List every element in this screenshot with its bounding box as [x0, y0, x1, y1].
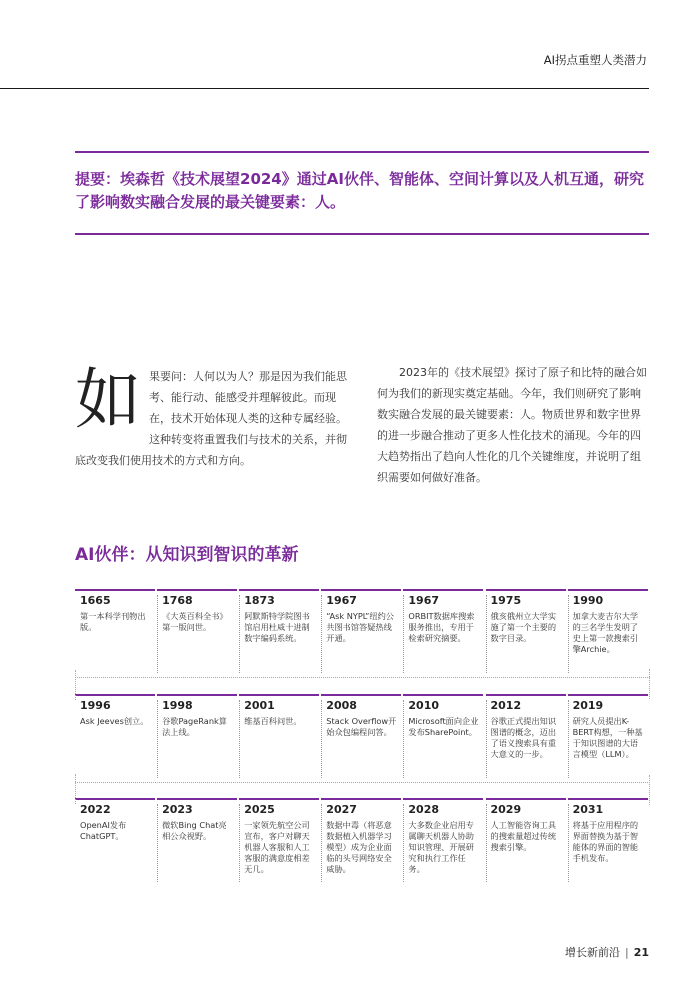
timeline-separator — [157, 700, 158, 778]
timeline-description: 谷歌正式提出知识图谱的概念，迈出了语义搜索具有重大意义的一步。 — [490, 716, 557, 759]
timeline-year: 1768 — [162, 594, 193, 607]
timeline-entry-rule — [486, 694, 566, 696]
timeline-description: 阿默斯特学院图书馆启用杜威十进制数字编码系统。 — [244, 611, 310, 643]
timeline-description: 大多数企业启用专属聊天机器人协助知识管理、开展研究和执行工作任务。 — [408, 820, 474, 874]
timeline-separator — [568, 700, 569, 778]
timeline-separator — [321, 804, 322, 882]
timeline-description: 数据中毒（将恶意数据植入机器学习模型）成为企业面临的头号网络安全威胁。 — [326, 820, 392, 874]
timeline-separator — [321, 700, 322, 778]
timeline-entry — [486, 589, 566, 677]
timeline-entry — [403, 798, 483, 886]
abstract-bottom-rule — [75, 233, 649, 235]
timeline-description: 人工智能咨询工具的搜索量超过传统搜索引擎。 — [490, 820, 557, 852]
timeline-entry-rule — [157, 798, 237, 800]
timeline-entry — [486, 694, 566, 782]
footer-section: 增长新前沿 — [564, 946, 620, 959]
timeline-entry — [157, 798, 237, 886]
timeline-separator — [486, 804, 487, 882]
timeline-connector-turn — [75, 774, 76, 804]
timeline-row — [75, 589, 650, 677]
timeline-entry-rule — [403, 798, 483, 800]
timeline-separator — [239, 595, 240, 673]
timeline-entry — [568, 798, 648, 886]
timeline-separator — [403, 700, 404, 778]
timeline-entry-rule — [321, 694, 401, 696]
timeline-entry-rule — [239, 589, 319, 591]
body-right-column: 2023年的《技术展望》探讨了原子和比特的融合如何为我们的新现实奠定基础。今年，我们则研究了影响数实融合发展的最关键要素：人。物质世界和数字世界的进一步融合推动了更多人性化技术的涌现。今年的四大趋势指出了趋向人性化的几个关键维度，并说明了组织需要如何做好准备。 — [377, 366, 647, 484]
timeline-connector-turn — [75, 670, 76, 700]
timeline-year: 2025 — [244, 803, 275, 816]
timeline-description: “Ask NYPL”纽约公共图书馆答疑热线开通。 — [326, 611, 394, 643]
timeline-entry — [568, 589, 648, 677]
timeline-entry — [568, 694, 648, 782]
timeline-separator — [239, 700, 240, 778]
timeline-entry — [321, 798, 401, 886]
timeline-description: Microsoft面向企业发布SharePoint。 — [408, 716, 479, 737]
timeline-entry-rule — [486, 798, 566, 800]
timeline-separator — [239, 804, 240, 882]
timeline-entry — [75, 589, 155, 677]
timeline-entry — [157, 589, 237, 677]
timeline-entry — [403, 589, 483, 677]
timeline-separator — [157, 595, 158, 673]
timeline-entry — [239, 798, 319, 886]
timeline-year: 2012 — [490, 699, 522, 712]
timeline-entry-rule — [321, 589, 401, 591]
timeline-description: 俄亥俄州立大学实施了第一个主要的数字目录。 — [490, 611, 557, 643]
timeline-entry-rule — [403, 589, 483, 591]
body-left-text: 果要问：人何以为人？那是因为我们能思考、能行动、能感受并理解彼此。而现在，技术开始体现人类的这种专属经验。这种转变将重置我们与技术的关系，并彻底改变我们使用技术的方式和方向。 — [75, 370, 347, 467]
timeline-entry-rule — [568, 694, 648, 696]
timeline-year: 2022 — [80, 803, 111, 816]
timeline-year: 1665 — [80, 594, 111, 607]
timeline-year: 1967 — [326, 594, 357, 607]
timeline-entry-rule — [75, 694, 155, 696]
timeline-description: 将基于应用程序的界面替换为基于智能体的界面的智能手机发布。 — [572, 820, 639, 863]
timeline-year: 2010 — [408, 699, 440, 712]
timeline-row — [75, 694, 650, 782]
abstract: 提要：埃森哲《技术展望2024》通过AI伙伴、智能体、空间计算以及人机互通，研究了影响数实融合发展的最关键要素：人。 — [75, 170, 644, 212]
timeline-separator — [486, 595, 487, 673]
header-title: AI拐点重塑人类潜力 — [543, 53, 647, 67]
timeline-entry-rule — [157, 694, 237, 696]
timeline-entry-rule — [157, 589, 237, 591]
page-number: 21 — [633, 946, 649, 959]
footer — [565, 944, 649, 960]
timeline-year: 1996 — [80, 699, 111, 712]
timeline-entry-rule — [239, 694, 319, 696]
timeline-description: 加拿大麦吉尔大学的三名学生发明了史上第一款搜索引擎Archie。 — [572, 611, 639, 654]
timeline-year: 2023 — [162, 803, 193, 816]
timeline-connector-turn — [649, 775, 650, 805]
timeline-entry — [321, 694, 401, 782]
timeline-year: 2027 — [326, 803, 357, 816]
timeline-description: 微软Bing Chat亮相公众视野。 — [162, 820, 227, 841]
drop-cap: 如 — [75, 361, 141, 438]
timeline-separator — [157, 804, 158, 882]
timeline-entry-rule — [568, 589, 648, 591]
timeline-year: 2001 — [244, 699, 275, 712]
timeline-entry-rule — [486, 589, 566, 591]
timeline-entry-rule — [239, 798, 319, 800]
timeline-separator — [568, 804, 569, 882]
timeline-description: Stack Overflow开始众包编程问答。 — [326, 716, 397, 737]
timeline-entry — [239, 589, 319, 677]
timeline-year: 1975 — [490, 594, 522, 607]
timeline-year: 1967 — [408, 594, 440, 607]
timeline-entry — [239, 694, 319, 782]
timeline-entry-rule — [75, 798, 155, 800]
timeline-entry — [75, 694, 155, 782]
timeline-description: 研究人员提出K-BERT构想，一种基于知识图谱的大语言模型（LLM）。 — [572, 716, 643, 759]
timeline-entry-rule — [321, 798, 401, 800]
timeline-connector — [75, 677, 650, 679]
timeline-year: 1998 — [162, 699, 193, 712]
timeline-year: 2031 — [572, 803, 604, 816]
timeline-year: 2008 — [326, 699, 357, 712]
timeline-separator — [403, 595, 404, 673]
timeline-separator — [321, 595, 322, 673]
timeline-year: 1873 — [244, 594, 275, 607]
timeline-entry — [403, 694, 483, 782]
timeline-connector-turn — [649, 669, 650, 699]
timeline-entry — [75, 798, 155, 886]
timeline-year: 2029 — [490, 803, 522, 816]
timeline-connector — [75, 782, 650, 784]
timeline-description: Ask Jeeves创立。 — [80, 716, 149, 726]
timeline-description: 《大英百科全书》第一版问世。 — [162, 611, 228, 632]
timeline-entry — [321, 589, 401, 677]
timeline-entry-rule — [568, 798, 648, 800]
timeline-description: 第一本科学刊物出版。 — [80, 611, 146, 632]
abstract-top-rule — [75, 151, 649, 153]
section-title: AI伙伴：从知识到智识的革新 — [75, 545, 299, 565]
timeline-entry — [486, 798, 566, 886]
footer-separator: | — [624, 946, 629, 959]
body-left-column — [75, 361, 348, 471]
timeline-separator — [403, 804, 404, 882]
timeline-year: 1990 — [572, 594, 604, 607]
timeline-description: 维基百科问世。 — [244, 716, 302, 726]
header-divider — [0, 88, 649, 89]
timeline-entry-rule — [403, 694, 483, 696]
timeline-entry — [157, 694, 237, 782]
timeline-separator — [486, 700, 487, 778]
timeline-entry-rule — [75, 589, 155, 591]
timeline-description: OpenAI发布ChatGPT。 — [80, 820, 127, 841]
timeline-description: 一家领先航空公司宣布，客户对聊天机器人客服和人工客服的满意度相差无几。 — [244, 820, 310, 874]
timeline-row — [75, 798, 650, 886]
timeline-year: 2028 — [408, 803, 440, 816]
timeline-year: 2019 — [572, 699, 604, 712]
timeline-description: 谷歌PageRank算法上线。 — [162, 716, 227, 737]
timeline-description: ORBIT数据库搜索服务推出，专用于检索研究摘要。 — [408, 611, 475, 643]
timeline-separator — [568, 595, 569, 673]
